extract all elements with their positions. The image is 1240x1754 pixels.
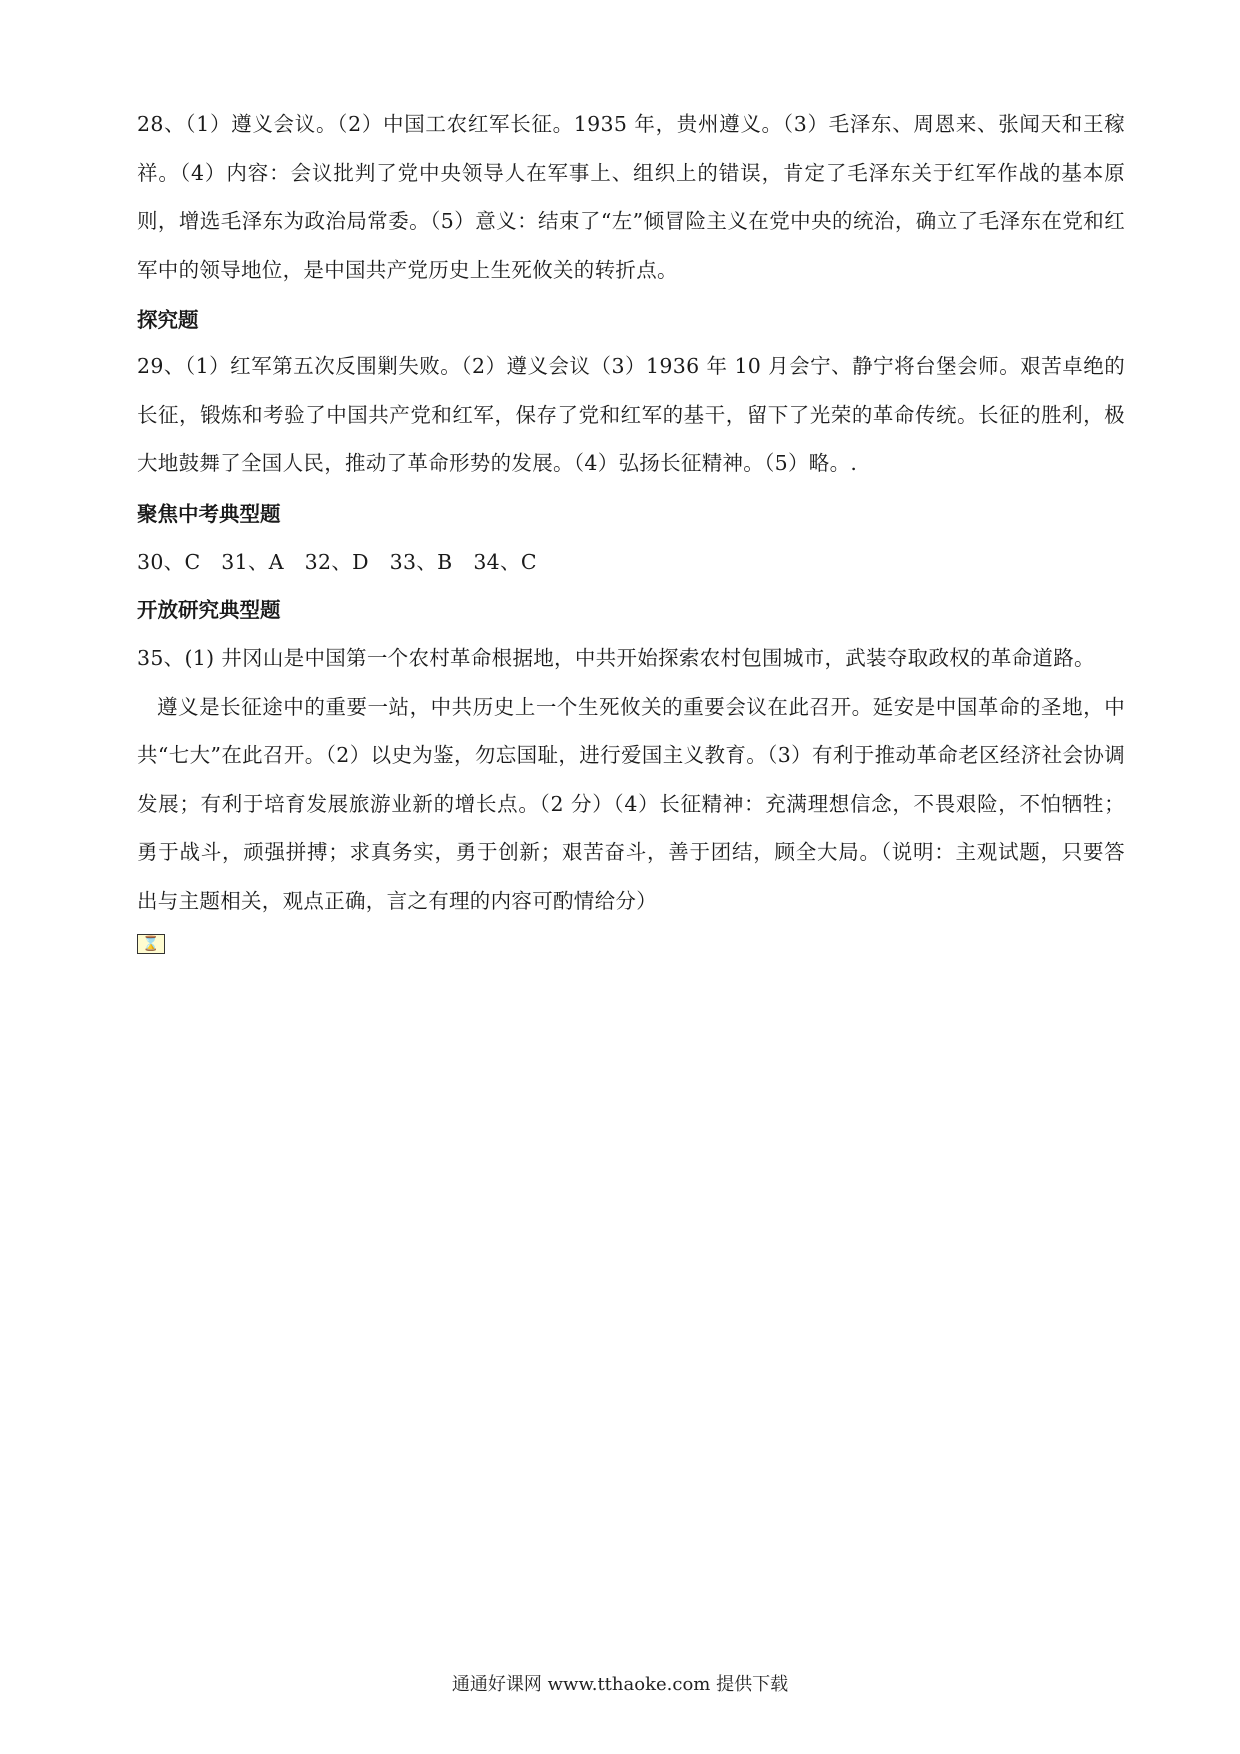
page-footer: 通通好课网 www.tthaoke.com 提供下载: [451, 1674, 789, 1695]
section-heading-open: 开放研究典型题: [137, 598, 281, 622]
section-heading-focus: 聚焦中考典型题: [137, 502, 281, 526]
answer-35: [137, 634, 1125, 926]
answer-28: 28、（1）遵义会议。（2）中国工农红军长征。1935 年，贵州遵义。（3）毛泽东、周恩来、张闻天和王稼祥。（4）内容：会议批判了党中央领导人在军事上、组织上的错误，肯定了毛泽东关于红军作战的基本原则，增选毛泽东为政治局常委。（5）意义：结束了“左”倾冒险主义在党中央的统治，确立了毛泽东在党和红军中的领导地位，是中国共产党历史上生死攸关的转折点。: [137, 112, 1125, 282]
answer-29: 29、（1）红军第五次反围剿失败。（2）遵义会议（3）1936 年 10 月会宁、静宁将台堡会师。艰苦卓绝的长征，锻炼和考验了中国共产党和红军，保存了党和红军的基干，留下了光荣的革命传统。长征的胜利，极大地鼓舞了全国人民，推动了革命形势的发展。（4）弘扬长征精神。（5）略。.: [137, 354, 1125, 476]
answer-35-line1: 35、(1) 井冈山是中国第一个农村革命根据地，中共开始探索农村包围城市，武装夺取政权的革命道路。: [137, 646, 1095, 670]
answer-35-body: 遵义是长征途中的重要一站，中共历史上一个生死攸关的重要会议在此召开。延安是中国革命的圣地，中共“七大”在此召开。（2）以史为鉴，勿忘国耻，进行爱国主义教育。（3）有利于推动革命老区经济社会协调发展；有利于培育发展旅游业新的增长点。（2 分）（4）长征精神：充满理想信念，不畏艰险，不怕牺牲；勇于战斗，顽强拼搏；求真务实，勇于创新；艰苦奋斗，善于团结，顾全大局。（说明：主观试题，只要答出与主题相关，观点正确，言之有理的内容可酌情给分）: [137, 694, 1125, 913]
answers-30-34: 30、C 31、A 32、D 33、B 34、C: [137, 550, 537, 574]
image-placeholder-glyph: ⌛: [142, 936, 160, 952]
image-placeholder-icon: [137, 934, 165, 954]
section-heading-explore: 探究题: [137, 308, 199, 332]
